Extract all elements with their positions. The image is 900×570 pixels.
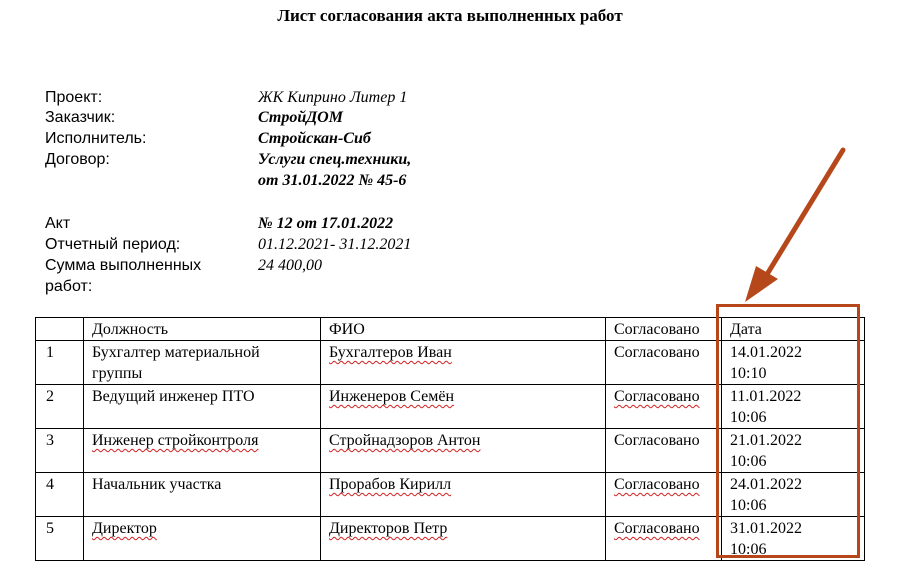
header-name: ФИО [321, 318, 606, 341]
row-number: 1 [36, 341, 84, 385]
period-value: 01.12.2021- 31.12.2021 [258, 236, 412, 253]
row-name [321, 385, 606, 429]
status-text: Согласовано [614, 432, 700, 449]
contractor-value: Стройскан-Сиб [258, 130, 371, 147]
time-text: 10:10 [730, 365, 767, 382]
row-position [84, 341, 321, 385]
header-number [36, 318, 84, 341]
act-label: Акт [45, 215, 71, 232]
row-status [606, 341, 722, 385]
project-value: ЖК Киприно Литер 1 [258, 89, 408, 106]
row-name [321, 429, 606, 473]
row-number: 5 [36, 517, 84, 561]
customer-label: Заказчик: [45, 109, 116, 126]
person-name: Инженеров Семён [329, 388, 455, 405]
row-position [84, 473, 321, 517]
row-status [606, 429, 722, 473]
row-number: 3 [36, 429, 84, 473]
time-text: 10:06 [730, 541, 767, 558]
date-text: 24.01.2022 [730, 476, 802, 493]
position-line: группы [92, 365, 143, 382]
date-text: 11.01.2022 [730, 388, 802, 405]
time-text: 10:06 [730, 497, 767, 514]
date-text: 21.01.2022 [730, 432, 802, 449]
status-text: Согласовано [614, 344, 700, 361]
period-label: Отчетный период: [45, 236, 181, 253]
time-text: 10:06 [730, 409, 767, 426]
contract-label: Договор: [45, 151, 110, 168]
person-name: Прорабов Кирилл [329, 476, 452, 493]
status-text: Согласовано [614, 388, 700, 405]
person-name: Директоров Петр [329, 520, 448, 537]
row-number: 4 [36, 473, 84, 517]
date-column-highlight [716, 304, 860, 558]
row-status [606, 517, 722, 561]
row-name [321, 517, 606, 561]
row-position [84, 385, 321, 429]
person-name: Стройнадзоров Антон [329, 432, 481, 449]
document-title: Лист согласования акта выполненных работ [277, 6, 623, 25]
row-number: 2 [36, 385, 84, 429]
header-date: Дата [722, 318, 865, 341]
row-status [606, 385, 722, 429]
position-line: Начальник участка [92, 476, 222, 493]
status-text: Согласовано [614, 520, 700, 537]
project-label: Проект: [45, 89, 103, 106]
header-position: Должность [84, 318, 321, 341]
position-line: Ведущий инженер ПТО [92, 388, 255, 405]
contractor-label: Исполнитель: [45, 130, 147, 147]
time-text: 10:06 [730, 453, 767, 470]
customer-value: СтройДОМ [258, 109, 343, 126]
sum-label-line1: Сумма выполненных [45, 257, 202, 274]
person-name: Бухгалтеров Иван [329, 344, 452, 361]
status-text: Согласовано [614, 476, 700, 493]
sum-value: 24 400,00 [258, 257, 322, 274]
row-name [321, 341, 606, 385]
date-text: 31.01.2022 [730, 520, 802, 537]
act-value: № 12 от 17.01.2022 [258, 215, 394, 232]
sum-label-line2: работ: [45, 278, 93, 295]
row-position [84, 517, 321, 561]
contract-value-line2: от 31.01.2022 № 45-6 [258, 172, 407, 189]
position-line: Бухгалтер материальной [92, 344, 260, 361]
header-approved: Согласовано [606, 318, 722, 341]
row-name [321, 473, 606, 517]
row-status [606, 473, 722, 517]
position-line: Директор [92, 520, 157, 537]
date-text: 14.01.2022 [730, 344, 802, 361]
contract-value-line1: Услуги спец.техники, [258, 151, 412, 168]
row-position [84, 429, 321, 473]
position-line: Инженер стройконтроля [92, 432, 259, 449]
